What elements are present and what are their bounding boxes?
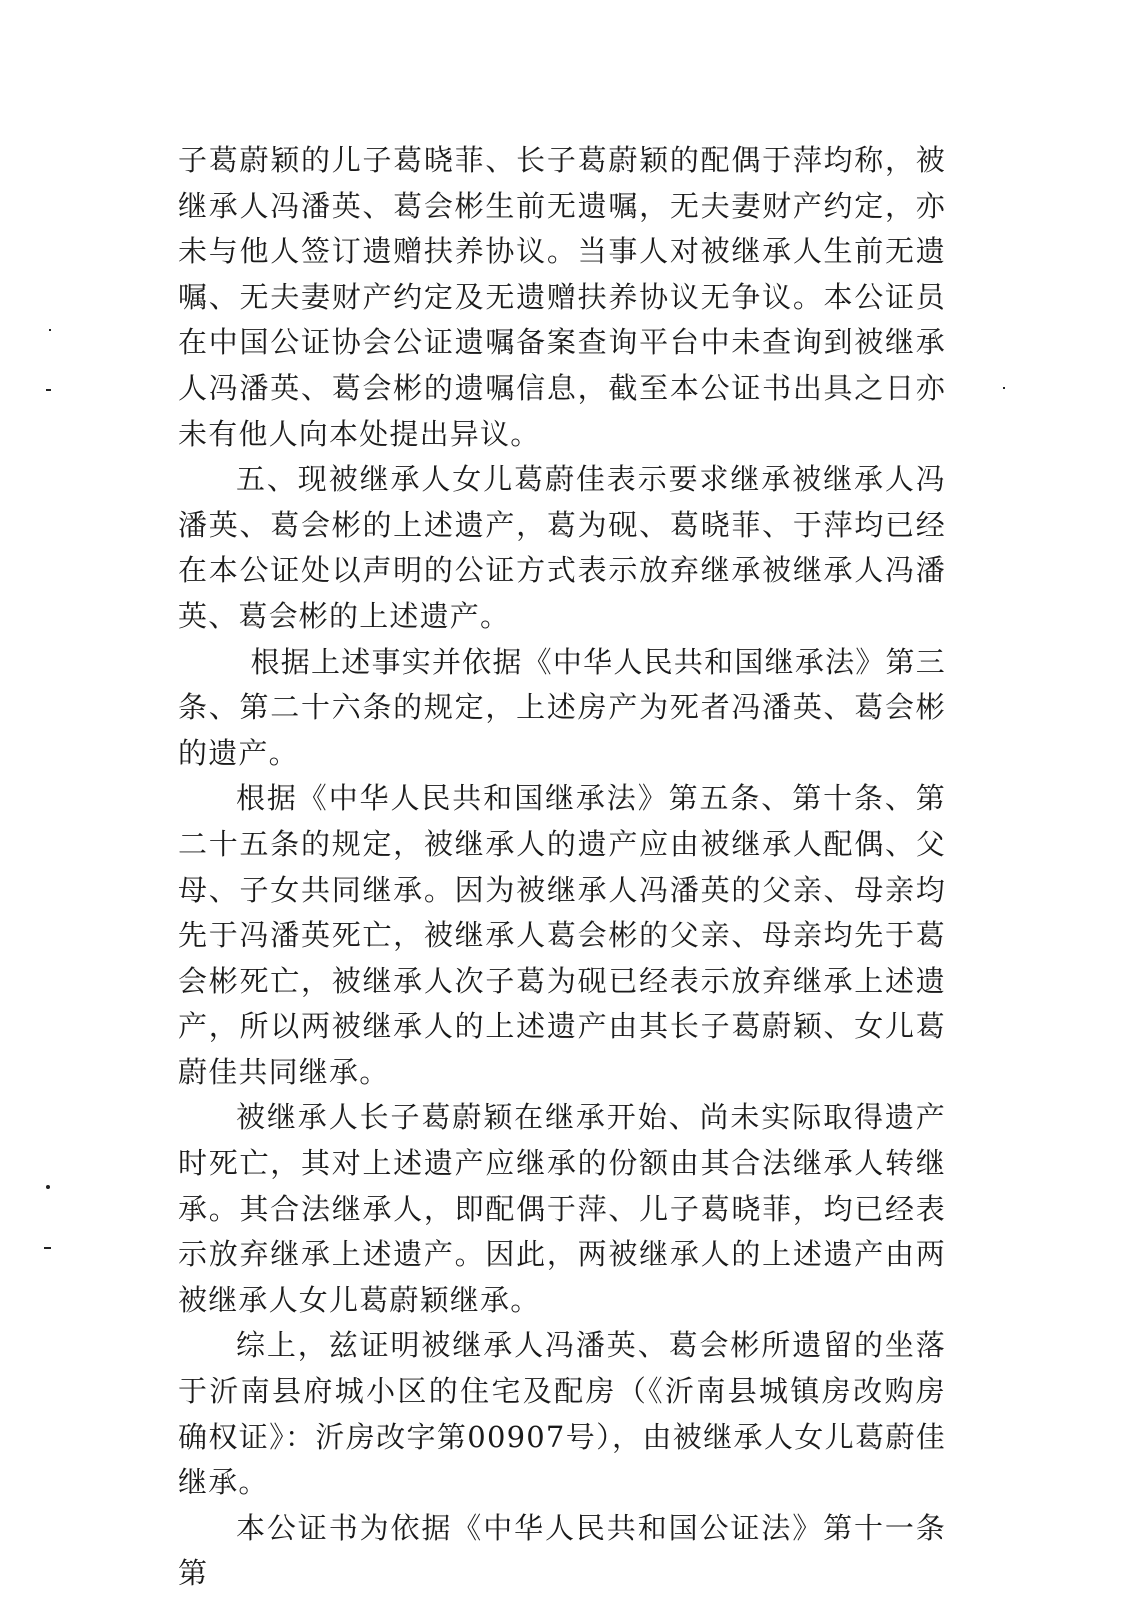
scan-dash [46, 389, 51, 391]
document-body [178, 138, 946, 1597]
paragraph-conclusion: 综上，兹证明被继承人冯潘英、葛会彬所遗留的坐落于沂南县府城小区的住宅及配房（《沂南县城镇房改购房确权证》：沂房改字第00907号），由被继承人女儿葛蔚佳继承。 [178, 1328, 946, 1500]
scan-speck [1003, 387, 1005, 389]
paragraph-basis-continued: 本公证书为依据《中华人民共和国公证法》第十一条第 [178, 1510, 946, 1591]
paragraph-transfer-inheritance: 被继承人长子葛蔚颖在继承开始、尚未实际取得遗产时死亡，其对上述遗产应继承的份额由其合法继承人转继承。其合法继承人，即配偶于萍、儿子葛晓菲，均已经表示放弃继承上述遗产。因此，两被继承人的上述遗产由两被继承人女儿葛蔚颖继承。 [178, 1100, 946, 1317]
paragraph-section-five: 五、现被继承人女儿葛蔚佳表示要求继承被继承人冯潘英、葛会彬的上述遗产，葛为砚、葛晓菲、于萍均已经在本公证处以声明的公证方式表示放弃继承被继承人冯潘英、葛会彬的上述遗产。 [178, 462, 946, 633]
paragraph-inheritance-rule: 根据《中华人民共和国继承法》第五条、第十条、第二十五条的规定，被继承人的遗产应由被继承人配偶、父母、子女共同继承。因为被继承人冯潘英的父亲、母亲均先于冯潘英死亡，被继承人葛会彬的父亲、母亲均先于葛会彬死亡，被继承人次子葛为砚已经表示放弃继承上述遗产，所以两被继承人的上述遗产由其长子葛蔚颖、女儿葛蔚佳共同继承。 [178, 781, 946, 1089]
scan-speck [49, 329, 51, 331]
paragraph-continuation: 子葛蔚颖的儿子葛晓菲、长子葛蔚颖的配偶于萍均称，被继承人冯潘英、葛会彬生前无遗嘱，无夫妻财产约定，亦未与他人签订遗赠扶养协议。当事人对被继承人生前无遗嘱、无夫妻财产约定及无遗赠扶养协议无争议。本公证员在中国公证协会公证遗嘱备案查询平台中未查询到被继承人冯潘英、葛会彬的遗嘱信息，截至本公证书出具之日亦未有他人向本处提出异议。 [178, 143, 946, 451]
scan-dash [44, 1247, 51, 1249]
paragraph-legal-basis: 根据上述事实并依据《中华人民共和国继承法》第三条、第二十六条的规定，上述房产为死者冯潘英、葛会彬的遗产。 [178, 644, 946, 770]
scan-speck [46, 1185, 50, 1189]
